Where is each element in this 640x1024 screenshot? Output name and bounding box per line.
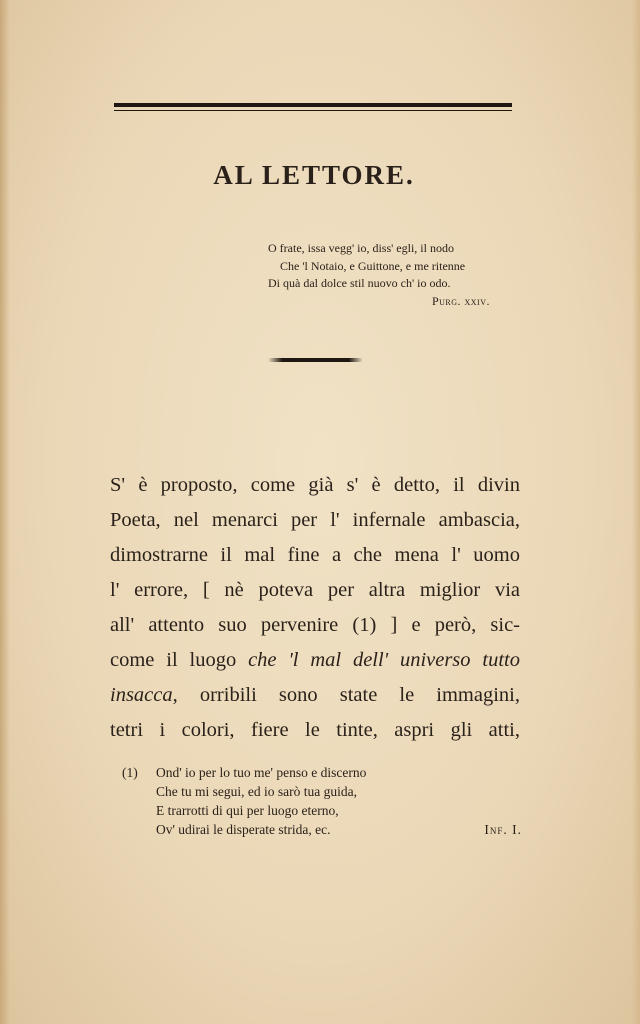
footnote-text: Ond' io per lo tuo me' penso e discerno xyxy=(156,765,367,780)
epigraph-line: Di quà dal dolce stil nuovo ch' io odo. xyxy=(268,276,451,290)
epigraph-line: O frate, issa vegg' io, diss' egli, il nodo xyxy=(268,241,454,255)
body-line: all' attento suo pervenire (1) ] e però, sic- xyxy=(110,614,520,636)
body-line: dimostrarne il mal fine a che mena l' uomo xyxy=(110,544,520,566)
footnote-line: E trarrotti di qui per luogo eterno, xyxy=(156,803,339,818)
body-line: tetri i colori, fiere le tinte, aspri gli atti, xyxy=(110,719,520,741)
body-line: S' è proposto, come già s' è detto, il divin xyxy=(110,474,520,496)
footnote-marker: (1) xyxy=(122,765,138,780)
epigraph-citation: Purg. xxiv. xyxy=(431,293,490,308)
footnote-citation: Inf. I. xyxy=(484,822,522,837)
page-edge-shadow-left xyxy=(0,0,10,1024)
body-line: l' errore, [ nè poteva per altra miglior via xyxy=(110,579,520,601)
footnote-line: Ov' udirai le disperate strida, ec. xyxy=(156,822,331,837)
body-text-plain: , orribili sono state le immagini, xyxy=(172,684,520,706)
body-line: Poeta, nel menarci per l' infernale ambascia, xyxy=(110,509,520,531)
body-text-quote: che 'l mal dell' universo tutto xyxy=(248,649,520,671)
page-title: AL LETTORE. xyxy=(213,160,415,190)
body-text-plain: come il luogo xyxy=(110,649,249,671)
page-edge-shadow-right xyxy=(632,0,640,1024)
section-divider xyxy=(268,358,363,362)
header-rule xyxy=(114,103,512,111)
body-paragraph xyxy=(110,468,520,748)
footnote-line xyxy=(122,763,522,782)
body-line xyxy=(110,678,520,713)
epigraph xyxy=(268,240,518,310)
epigraph-line: Che 'l Notaio, e Guittone, e me ritenne xyxy=(280,258,466,273)
body-line xyxy=(110,643,520,678)
footnote-line: Che tu mi segui, ed io sarò tua guida, xyxy=(156,784,357,799)
footnote xyxy=(122,763,522,839)
body-text-quote: insacca xyxy=(110,684,173,706)
